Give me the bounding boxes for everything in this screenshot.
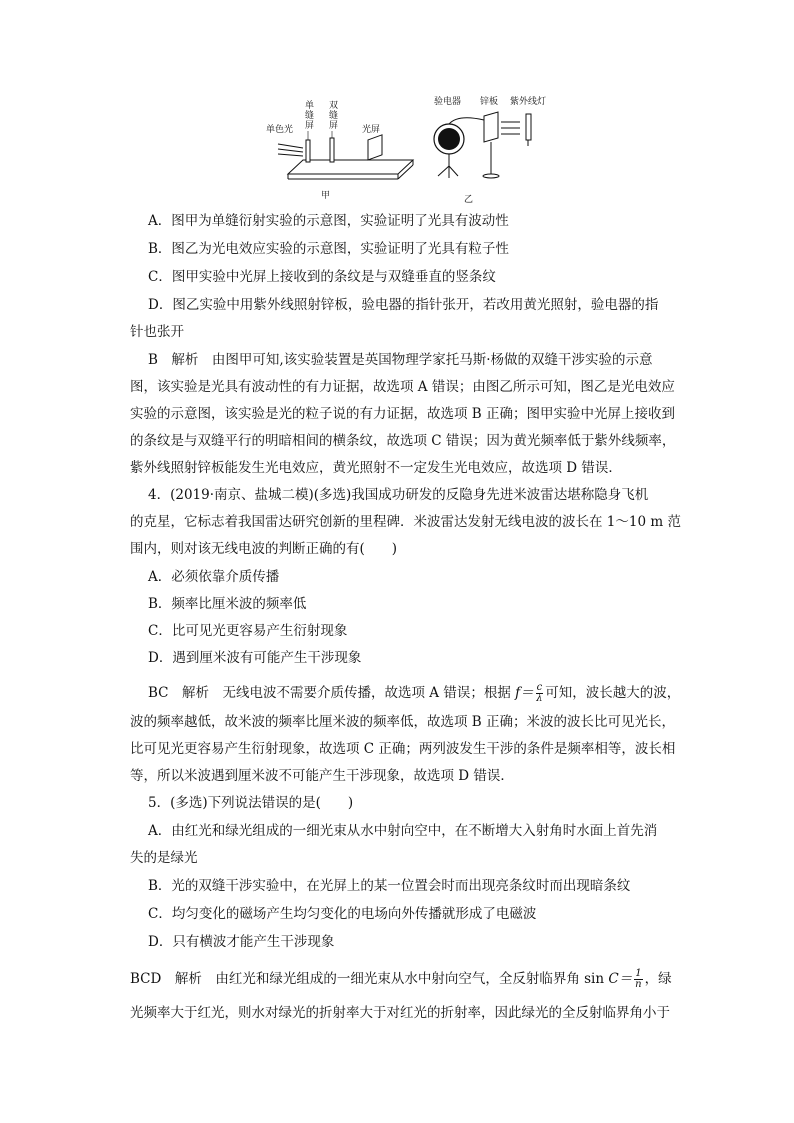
q3-option-b: B．图乙为光电效应实验的示意图，实验证明了光具有粒子性 (148, 241, 509, 257)
q5-option-d: D．只有横波才能产生干涉现象 (148, 934, 335, 950)
q3-option-a: A．图甲为单缝衍射实验的示意图，实验证明了光具有波动性 (148, 213, 509, 229)
q4-analysis-line: 波的频率越低，故米波的频率比厘米波的频率低，故选项 B 正确；米波的波长比可见光长， (130, 714, 676, 730)
label-double-slit-1: 双 (329, 101, 339, 111)
q5-option-a: A．由红光和绿光组成的一细光束从水中射向空中，在不断增大入射角时水面上首先消 (148, 823, 658, 839)
q3-analysis-line: B 解析 由图甲可知,该实验装置是英国物理学家托马斯·杨做的双缝干涉实验的示意 (148, 352, 653, 368)
q5-option-a-cont: 失的是绿光 (130, 850, 198, 866)
q3-analysis-line: 的条纹是与双缝平行的明暗相间的横条纹，故选项 C 错误；因为黄光频率低于紫外线频率， (130, 433, 676, 449)
q5-formula-num: 1 (635, 968, 642, 979)
q4-formula-lhs: f＝ (515, 685, 534, 701)
label-electroscope: 验电器 (434, 97, 462, 107)
q5-analysis-first (130, 968, 672, 990)
q4-formula-num: c (536, 682, 543, 693)
q5-formula (608, 969, 644, 990)
q4-stem-line: 围内，则对该无线电波的判断正确的有( ) (130, 541, 398, 557)
q4-analysis-head: BC 解析 无线电波不需要介质传播，故选项 A 错误；根据 (148, 685, 516, 701)
q4-analysis-line: 等，所以米波遇到厘米波不可能产生干涉现象，故选项 D 错误． (130, 768, 514, 784)
q4-formula-fraction (536, 683, 544, 704)
q5-analysis-head: BCD 解析 由红光和绿光组成的一细光束从水中射向空气，全反射临界角 sin (130, 971, 609, 987)
q5-option-c: C．均匀变化的磁场产生均匀变化的电场向外传播就形成了电磁波 (148, 906, 537, 922)
label-uv-lamp: 紫外线灯 (510, 97, 547, 107)
q5-formula-lhs: C＝ (608, 971, 633, 987)
q4-option-c: C．比可见光更容易产生衍射现象 (148, 623, 348, 639)
q4-analysis-line: 比可见光更容易产生衍射现象，故选项 C 正确；两列波发生干涉的条件是频率相等，波长相 (130, 741, 676, 757)
q5-analysis-tail: ，绿 (644, 971, 672, 987)
q3-option-d-cont: 针也张开 (130, 324, 184, 340)
q4-option-d: D．遇到厘米波有可能产生干涉现象 (148, 650, 362, 666)
label-single-slit-3: 屏 (305, 121, 315, 131)
q4-stem-line: 的克星，它标志着我国雷达研究创新的里程碑．米波雷达发射无线电波的波长在 1～10 m 范 (130, 514, 681, 530)
q5-option-b: B．光的双缝干涉实验中，在光屏上的某一位置会时而出现亮条纹时而出现暗条纹 (148, 878, 631, 894)
figure-jia (278, 131, 413, 179)
q3-analysis-line: 图，该实验是光具有波动性的有力证据，故选项 A 错误；由图乙所示可知，图乙是光电效应 (130, 379, 675, 395)
q4-formula-den: λ (536, 693, 543, 704)
q3-option-c: C．图甲实验中光屏上接收到的条纹是与双缝垂直的竖条纹 (148, 269, 496, 285)
q3-analysis-line: 紫外线照射锌板能发生光电效应，黄光照射不一定发生光电效应，故选项 D 错误． (130, 460, 622, 476)
q3-analysis-line: 实验的示意图，该实验是光的粒子说的有力证据，故选项 B 正确；图甲实验中光屏上接收到 (130, 406, 676, 422)
label-single-slit-1: 单 (305, 101, 315, 111)
q4-analysis-first (148, 682, 681, 704)
q4-option-b: B．频率比厘米波的频率低 (148, 596, 307, 612)
label-single-light: 单色光 (266, 125, 294, 135)
label-yi: 乙 (464, 195, 474, 204)
label-screen: 光屏 (362, 125, 381, 135)
q5-analysis-line: 光频率大于红光，则水对绿光的折射率大于对红光的折射率，因此绿光的全反射临界角小于 (130, 1005, 670, 1021)
q4-option-a: A．必须依靠介质传播 (148, 569, 280, 585)
q5-formula-den: n (635, 979, 642, 990)
q3-option-d: D．图乙实验中用紫外线照射锌板，验电器的指针张开，若改用黄光照射，验电器的指 (148, 297, 659, 313)
label-double-slit-3: 屏 (329, 121, 339, 131)
q5-stem: 5．(多选)下列说法错误的是( ) (148, 795, 354, 811)
label-double-slit-2: 缝 (329, 111, 339, 121)
label-single-slit-2: 缝 (305, 111, 315, 121)
figure-yi (434, 112, 531, 178)
q4-formula (515, 683, 545, 704)
q5-formula-fraction (634, 969, 642, 990)
label-jia: 甲 (321, 191, 331, 201)
label-zinc: 锌板 (480, 97, 499, 107)
q4-analysis-tail: 可知，波长越大的波， (545, 685, 681, 701)
experiment-figure (258, 94, 558, 204)
q4-stem-line: 4．(2019·南京、盐城二模)(多选)我国成功研发的反隐身先进米波雷达堪称隐身飞机 (148, 487, 649, 503)
